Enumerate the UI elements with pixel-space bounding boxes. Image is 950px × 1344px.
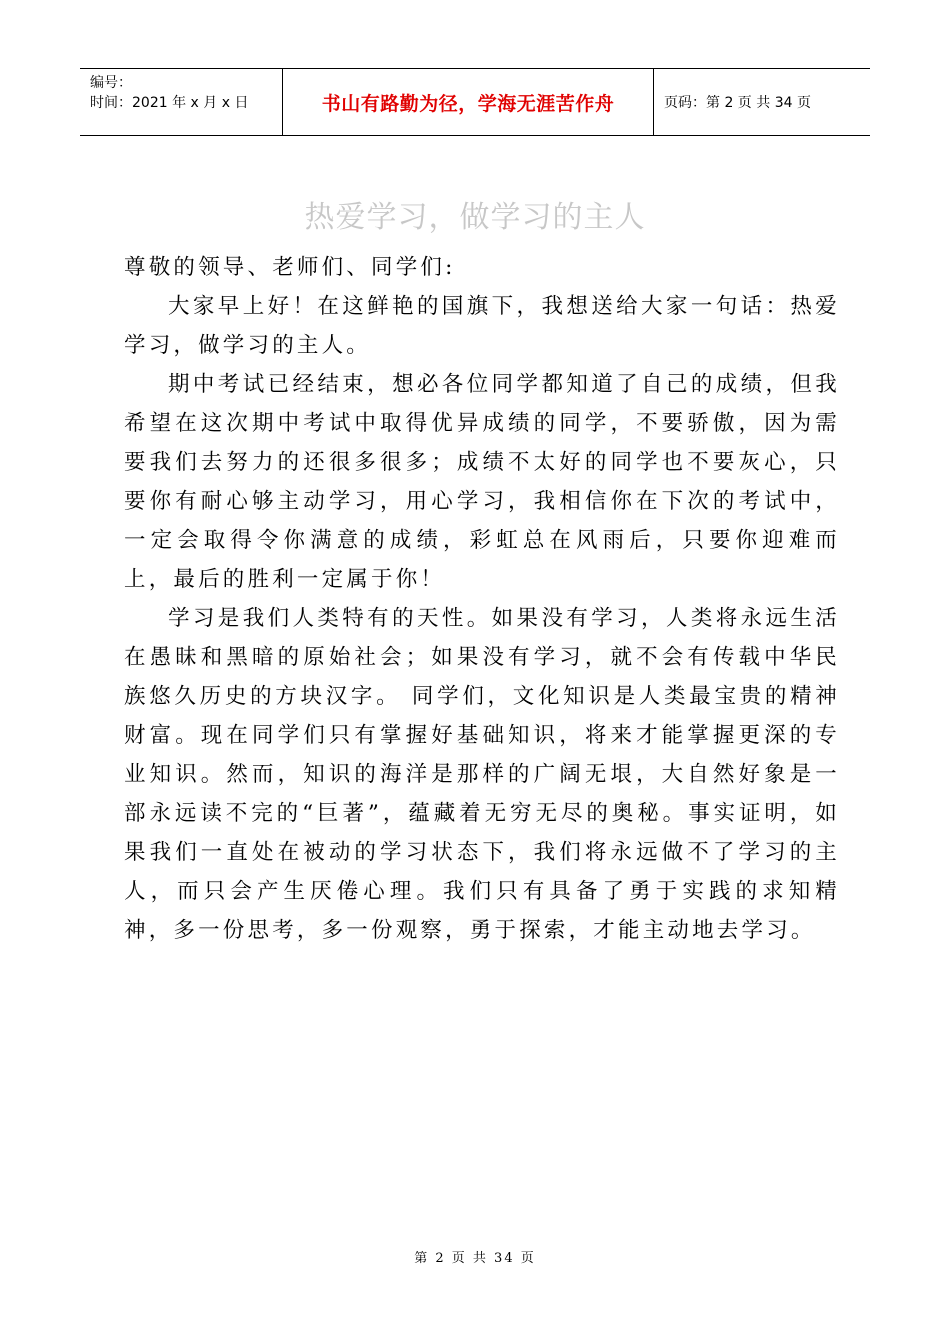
body-paragraph: 大家早上好！在这鲜艳的国旗下，我想送给大家一句话：热爱学习，做学习的主人。: [124, 294, 840, 358]
document-date: 时间：2021 年 x 月 x 日: [90, 95, 249, 111]
page-footer: 第 2 页 共 34 页: [414, 1251, 536, 1266]
document-number-label: 编号：: [90, 75, 132, 91]
body-paragraph: 期中考试已经结束，想必各位同学都知道了自己的成绩，但我希望在这次期中考试中取得优异成绩的同学，不要骄傲，因为需要我们去努力的还很多很多；成绩不太好的同学也不要灰心，只要你有耐心够主动学习，用心学习，我相信你在下次的考试中，一定会取得令你满意的成绩，彩虹总在风雨后，只要你迎难而上，最后的胜利一定属于你！: [124, 372, 840, 592]
document-title: 热爱学习，做学习的主人: [304, 200, 646, 235]
document-body: [124, 248, 840, 950]
salutation: 尊敬的领导、老师们、同学们:: [124, 255, 456, 280]
page-header: [80, 68, 870, 136]
header-motto: 书山有路勤为径，学海无涯苦作舟: [282, 69, 654, 135]
header-page-info: 页码：第 2 页 共 34 页: [664, 95, 811, 111]
header-meta: [80, 69, 282, 135]
body-paragraph: 学习是我们人类特有的天性。如果没有学习，人类将永远生活在愚昧和黑暗的原始社会；如果没有学习，就不会有传载中华民族悠久历史的方块汉字。 同学们，文化知识是人类最宝贵的精神财富。现在同学们只有掌握好基础知识，将来才能掌握更深的专业知识。然而，知识的海洋是那样的广阔无垠，大自然好象是一部永远读不完的“巨著”，蕴藏着无穷无尽的奥秘。事实证明，如果我们一直处在被动的学习状态下，我们将永远做不了学习的主人，而只会产生厌倦心理。我们只有具备了勇于实践的求知精神，多一份思考，多一份观察，勇于探索，才能主动地去学习。: [124, 606, 840, 943]
